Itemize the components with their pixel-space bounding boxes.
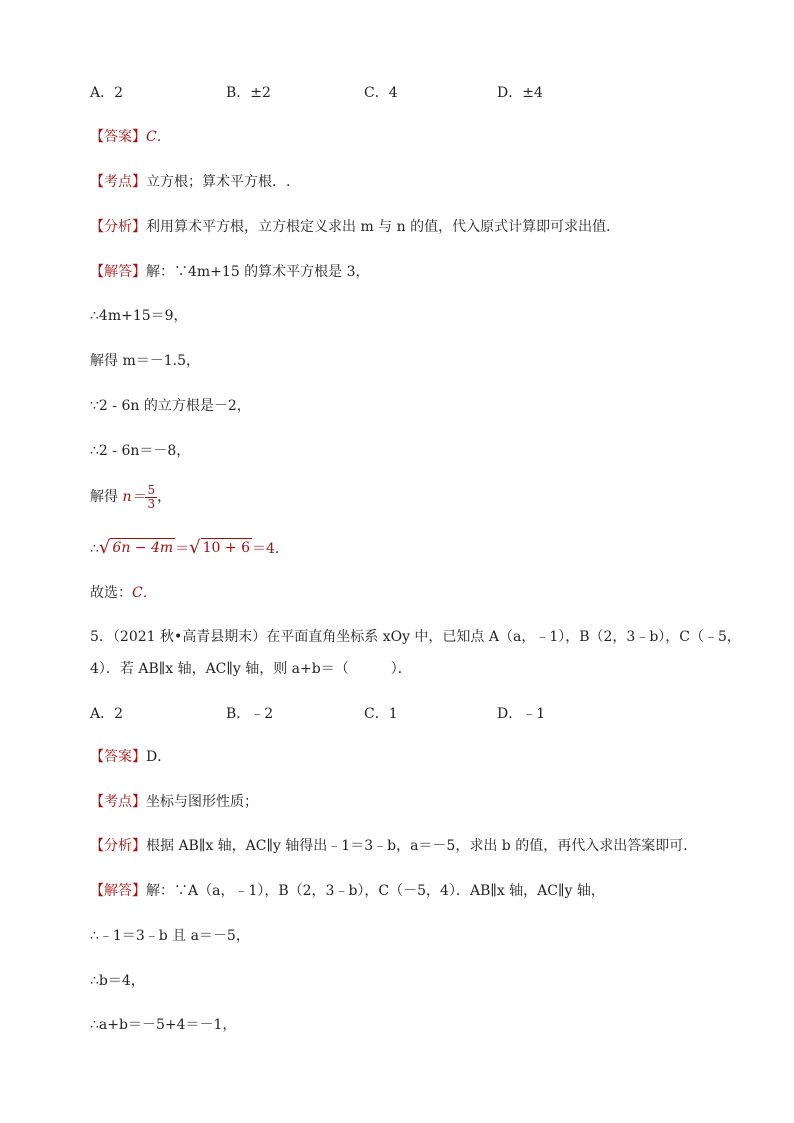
jieda-tag: 【解答】 xyxy=(90,264,146,280)
answer-value: C． xyxy=(146,129,171,145)
solve-n-lhs: n＝ xyxy=(122,489,146,505)
q5-jieda-line xyxy=(90,881,605,901)
q4-option-d: D．±4 xyxy=(497,85,543,101)
q5-step-2: ∴b＝4， xyxy=(90,973,145,989)
fraction-five-thirds xyxy=(145,484,157,511)
radicand-2: 10 + 6 xyxy=(202,540,250,556)
sqrt-expression-1 xyxy=(99,538,175,558)
q5-fenxi-line xyxy=(90,836,697,856)
q4-solve-n xyxy=(90,482,171,512)
q5-option-d: D．﹣1 xyxy=(497,706,546,722)
final-equals-2: ＝4． xyxy=(252,541,289,557)
q5-stem-line-2: 4）．若 AB∥x 轴，AC∥y 轴，则 a+b＝（ ）． xyxy=(90,661,412,677)
fraction-denominator: 3 xyxy=(147,496,156,511)
q4-option-c: C．4 xyxy=(364,85,398,101)
jieda-text: 解：∵A（a，﹣1），B（2，3﹣b），C（－5，4）．AB∥x 轴，AC∥y 轴， xyxy=(146,883,605,899)
kaodian-tag: 【考点】 xyxy=(90,794,146,810)
answer-tag: 【答案】 xyxy=(90,749,146,765)
choose-prefix: 故选： xyxy=(90,585,132,601)
fenxi-tag: 【分析】 xyxy=(90,838,146,854)
final-equals-1: ＝ xyxy=(175,541,190,557)
kaodian-text: 立方根；算术平方根．. xyxy=(146,174,291,190)
q4-final-line xyxy=(90,538,289,559)
q5-step-1: ∴﹣1＝3﹣b 且 a＝－5， xyxy=(90,928,250,944)
fenxi-tag: 【分析】 xyxy=(90,219,146,235)
choose-value: C． xyxy=(132,585,157,601)
q4-step-3: ∵2 - 6n 的立方根是－2， xyxy=(90,398,251,414)
solve-n-prefix: 解得 xyxy=(90,489,123,505)
sqrt-expression-2 xyxy=(189,538,252,558)
q5-step-3: ∴a+b＝－5+4＝－1， xyxy=(90,1017,237,1033)
answer-value: D． xyxy=(146,749,172,765)
final-prefix: ∴ xyxy=(90,541,99,557)
jieda-tag: 【解答】 xyxy=(90,883,146,899)
solve-n-suffix: ， xyxy=(157,489,172,505)
q5-option-c: C．1 xyxy=(364,706,398,722)
q4-choose-line xyxy=(90,583,157,603)
fenxi-text: 利用算术平方根，立方根定义求出 m 与 n 的值，代入原式计算即可求出值． xyxy=(146,219,621,235)
q5-kaodian-line xyxy=(90,792,258,812)
fraction-numerator: 5 xyxy=(147,482,156,497)
q4-step-4: ∴2 - 6n＝－8， xyxy=(90,443,191,459)
q4-option-a: A．2 xyxy=(90,85,124,101)
q4-jieda-line xyxy=(90,262,370,282)
q4-fenxi-line xyxy=(90,217,620,237)
kaodian-tag: 【考点】 xyxy=(90,174,146,190)
answer-tag: 【答案】 xyxy=(90,129,146,145)
q4-kaodian-line xyxy=(90,172,290,192)
kaodian-text: 坐标与图形性质； xyxy=(146,794,258,810)
q4-step-1: ∴4m+15＝9， xyxy=(90,308,188,324)
fenxi-text: 根据 AB∥x 轴，AC∥y 轴得出﹣1＝3﹣b，a＝－5，求出 b 的值，再代入求出答案即可． xyxy=(146,838,698,854)
q5-answer-line xyxy=(90,747,171,767)
q4-option-b: B．±2 xyxy=(226,85,271,101)
jieda-text: 解：∵4m+15 的算术平方根是 3， xyxy=(146,264,370,280)
q5-option-a: A．2 xyxy=(90,706,124,722)
radical-sign-icon: √ xyxy=(98,537,111,558)
radical-sign-icon: √ xyxy=(189,537,201,558)
radicand-1: 6n − 4m xyxy=(112,540,174,556)
q4-step-2: 解得 m＝－1.5， xyxy=(90,353,200,369)
q5-stem-line-1: 5．（2021 秋•高青县期末）在平面直角坐标系 xOy 中，已知点 A（a，﹣1），B（2，3﹣b），C（﹣5， xyxy=(90,629,741,645)
q4-answer-line xyxy=(90,127,171,147)
q5-option-b: B．﹣2 xyxy=(226,706,274,722)
